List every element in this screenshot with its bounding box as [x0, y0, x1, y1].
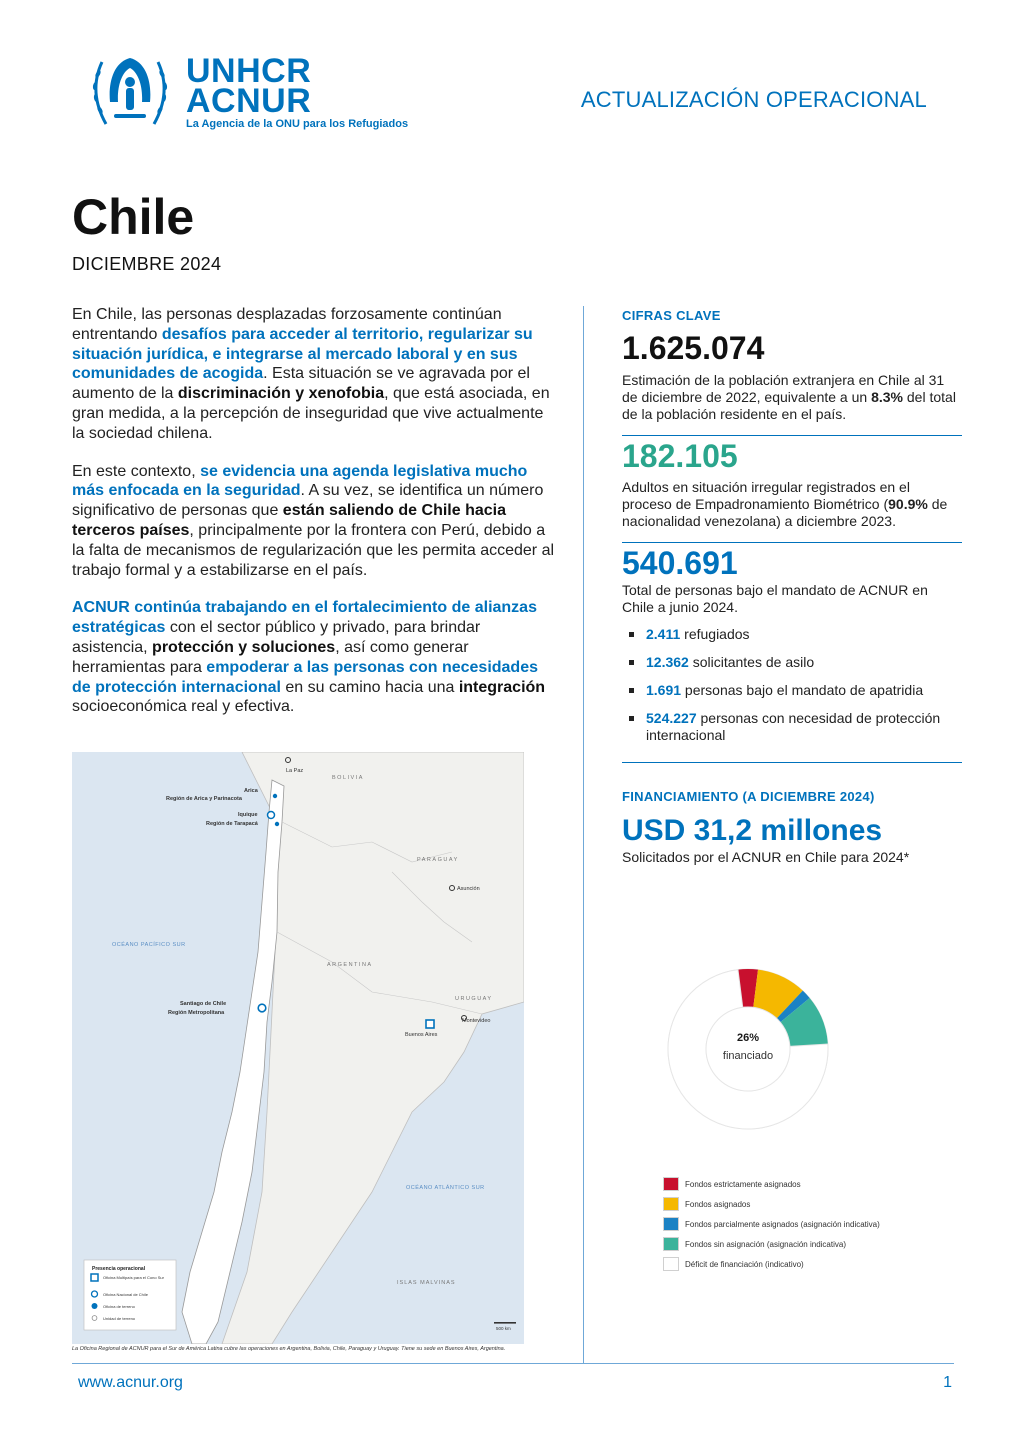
legend-swatch: [663, 1197, 679, 1211]
fig1-desc-part2: del total de la población residente en el país.: [622, 389, 956, 422]
bold-text: protección y soluciones: [152, 638, 336, 656]
key-figures-panel: [622, 305, 962, 866]
bold-text: están saliendo de Chile hacia terceros países: [72, 502, 506, 539]
divider-2: [622, 542, 962, 543]
map-svg: [72, 752, 524, 1344]
body-text: , así como generar herramientas para: [72, 638, 469, 676]
figure-persons-of-concern: 540.691: [622, 545, 738, 581]
figure-irregular-adults: 182.105: [622, 438, 738, 474]
funding-subtitle: Solicitados por el ACNUR en Chile para 2024*: [622, 849, 910, 865]
legend-row: [663, 1234, 880, 1254]
list-item: [622, 654, 962, 671]
fig2-desc-pct: 90.9%: [888, 496, 928, 512]
map-label-buenos-aires: Buenos Aires: [405, 1032, 438, 1038]
legend-swatch: [663, 1217, 679, 1231]
bullet-number: 2.411: [646, 626, 681, 642]
legend-label: Fondos asignados: [685, 1199, 751, 1209]
highlighted-text: desafíos para acceder al territorio, regularizar su situación jurídica, e integrarse al mercado laboral y en sus comunidades de acogida: [72, 325, 533, 383]
map-legend-item-1: Oficina Multipaís para el Cono Sur: [103, 1275, 164, 1280]
map-label-pacific: OCÉANO PACÍFICO SUR: [112, 942, 186, 948]
body-text: . Esta situación se ve agravada por el aumento de la: [72, 365, 530, 403]
column-divider: [583, 306, 584, 1364]
donut-hole: [706, 1007, 790, 1091]
map-label-santiago-region: Región Metropolitana: [168, 1010, 225, 1016]
map-label-argentina: ARGENTINA: [327, 962, 373, 968]
list-item: [622, 682, 962, 699]
legend-swatch: [663, 1237, 679, 1251]
footer-divider: [72, 1363, 954, 1364]
logo-tagline: La Agencia de la ONU para los Refugiados: [186, 118, 409, 130]
body-text: En Chile, las personas desplazadas forzosamente continúan entrentando: [72, 306, 502, 343]
document-date: DICIEMBRE 2024: [72, 254, 222, 274]
map-label-iquique-region: Región de Tarapacá: [206, 821, 258, 827]
intro-paragraph-2: [72, 462, 557, 581]
bullet-text: personas con necesidad de protección internacional: [646, 710, 941, 743]
map-label-scale: 500 km: [496, 1326, 511, 1331]
map-legend-title: Presencia operacional: [92, 1266, 146, 1272]
map-label-malvinas: ISLAS MALVINAS: [397, 1280, 456, 1286]
funding-heading: FINANCIAMIENTO (A DICIEMBRE 2024): [622, 789, 875, 804]
document-type-label: ACTUALIZACIÓN OPERACIONAL: [580, 87, 927, 112]
legend-label: Déficit de financiación (indicativo): [685, 1259, 804, 1269]
operations-map: [72, 752, 524, 1344]
map-legend-item-2: Oficina Nacional de Chile: [103, 1292, 148, 1297]
intro-paragraph-3: [72, 598, 557, 717]
bullet-number: 1.691: [646, 682, 682, 698]
list-item: [622, 626, 962, 643]
map-label-santiago: Santiago de Chile: [180, 1001, 227, 1007]
page-number: 1: [943, 1374, 952, 1391]
legend-label: Fondos parcialmente asignados (asignación indicativa): [685, 1219, 880, 1229]
legend-swatch: [663, 1257, 679, 1271]
list-item: [622, 710, 962, 744]
body-text: en su camino hacia una: [280, 678, 459, 696]
intro-text: [72, 305, 557, 735]
map-scale-bar: [494, 1322, 516, 1324]
legend-label: Fondos sin asignación (asignación indicativa): [685, 1239, 846, 1249]
fig1-desc-pct: 8.3%: [871, 389, 903, 405]
page-title: Chile: [72, 189, 195, 245]
funding-legend: [663, 1174, 880, 1274]
bullet-number: 12.362: [646, 654, 689, 670]
fig2-desc-part1: Adultos en situación irregular registrados en el proceso de Empadronamiento Biométrico (: [622, 479, 910, 512]
body-text: socioeconómica real y efectiva.: [72, 698, 295, 716]
unhcr-emblem-icon: [84, 52, 176, 132]
map-caption: La Oficina Regional de ACNUR para el Sur de América Latina cubre las operaciones en Argentina, Bolivia, Chile, Paraguay y Uruguay. Tiene su sede en Buenos Aires, Argentina.: [72, 1346, 506, 1352]
footer-website-link[interactable]: www.acnur.org: [78, 1374, 183, 1391]
figure-foreign-population: 1.625.074: [622, 330, 765, 366]
map-label-la-paz: La Paz: [286, 768, 304, 774]
body-text: , que está asociada, en gran medida, a la percepción de inseguridad que vive actualmente la sociedad chilena.: [72, 385, 550, 442]
intro-paragraph-1: [72, 305, 557, 444]
map-label-bolivia: BOLIVIA: [332, 775, 364, 781]
body-text: , principalmente por la frontera con Perú, debido a la falta de mecanismos de regularización que les permita acceder al trabajo formal y a estabilizarse en el país.: [72, 521, 555, 579]
map-label-iquique: Iquique: [238, 812, 258, 818]
map-label-arica-region: Región de Arica y Parinacota: [166, 796, 242, 802]
map-label-uruguay: URUGUAY: [455, 996, 493, 1002]
highlighted-text: ACNUR continúa trabajando en el fortalecimiento de alianzas estratégicas: [72, 599, 537, 637]
figure-persons-of-concern-desc: Total de personas bajo el mandato de ACNUR en Chile a junio 2024.: [622, 582, 928, 615]
fig2-desc-part2: de nacionalidad venezolana) a diciembre 2023.: [622, 496, 948, 529]
figure-irregular-adults-desc: [622, 479, 962, 530]
bold-text: discriminación y xenofobia: [177, 385, 385, 403]
map-label-asuncion: Asunción: [457, 886, 480, 892]
population-breakdown-list: [622, 626, 962, 744]
bold-text: integración: [458, 678, 546, 696]
body-text: con el sector público y privado, para brindar asistencia,: [72, 619, 481, 656]
bullet-text: personas bajo el mandato de apatridia: [681, 682, 924, 698]
body-text: En este contexto,: [72, 462, 201, 480]
funding-percentage: 26%: [736, 1032, 760, 1044]
funding-percentage-label: financiado: [722, 1050, 774, 1062]
bullet-number: 524.227: [646, 710, 697, 726]
legend-swatch: [663, 1177, 679, 1191]
legend-row: [663, 1194, 880, 1214]
key-figures-heading: CIFRAS CLAVE: [622, 308, 721, 323]
legend-row: [663, 1214, 880, 1234]
funding-amount: USD 31,2 millones: [622, 814, 883, 847]
highlighted-text: se evidencia una agenda legislativa mucho más enfocada en la seguridad: [72, 462, 528, 500]
map-legend: [84, 1260, 176, 1330]
unhcr-logo: [84, 52, 444, 134]
map-label-arica: Arica: [244, 788, 258, 794]
map-legend-item-3: Oficina de terreno: [103, 1304, 135, 1309]
map-label-paraguay: PARAGUAY: [417, 857, 459, 863]
figure-foreign-population-desc: [622, 372, 962, 423]
logo-unhcr-text: UNHCR: [186, 52, 312, 90]
map-label-atlantic: OCÉANO ATLÁNTICO SUR: [406, 1185, 485, 1191]
body-text: . A su vez, se identifica un número significativo de personas que: [72, 482, 544, 520]
map-legend-item-4: Unidad de terreno: [103, 1316, 136, 1321]
map-label-montevideo: Montevideo: [462, 1018, 491, 1024]
bullet-text: solicitantes de asilo: [688, 654, 815, 670]
highlighted-text: empoderar a las personas con necesidades de protección internacional: [72, 658, 538, 696]
divider-3: [622, 762, 962, 763]
legend-label: Fondos estrictamente asignados: [685, 1179, 801, 1189]
divider-1: [622, 435, 962, 436]
legend-row: [663, 1254, 880, 1274]
legend-row: [663, 1174, 880, 1194]
bullet-text: refugiados: [680, 626, 750, 642]
logo-acnur-text: ACNUR: [186, 82, 312, 120]
funding-donut-chart: [664, 965, 832, 1133]
fig1-desc-part1: Estimación de la población extranjera en Chile al 31 de diciembre de 2022, equivalente a un: [622, 372, 945, 405]
